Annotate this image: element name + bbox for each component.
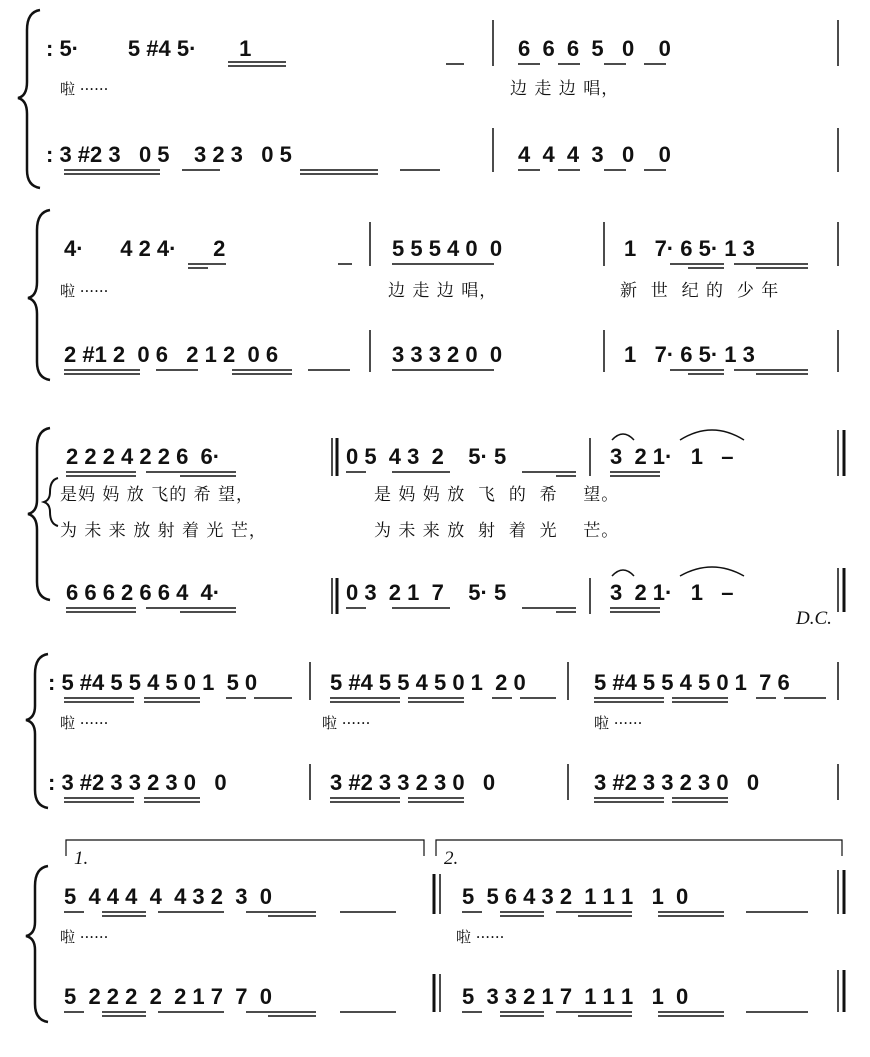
upper-voice-measure: 5 4 4 4 4 4 3 2 3 0	[64, 884, 272, 909]
upper-voice-measure: 5 5 6 4 3 2 1 1 1 1 0	[462, 884, 689, 909]
da-capo-marking: D.C.	[796, 608, 832, 629]
tie-arc	[680, 430, 744, 440]
system-brace	[28, 428, 50, 600]
upper-voice-measure: 5 #4 5 5 4 5 0 1 2 0	[330, 670, 526, 695]
lyric-line: 新 世 纪 的 少 年	[620, 281, 780, 301]
first-ending-label: 1.	[74, 848, 89, 869]
lower-voice-measure: 3 #2 3 3 2 3 0 0	[594, 770, 760, 795]
upper-voice-measure: 6 6 6 5 0 0	[518, 36, 671, 61]
lyric-line: 啦 ······	[456, 928, 505, 946]
lower-voice-measure: 0 3 2 1 7 5· 5	[346, 580, 507, 605]
tie-arc	[612, 434, 634, 440]
second-ending-label: 2.	[444, 848, 459, 869]
system-brace	[26, 866, 48, 1022]
system-brace	[28, 210, 50, 380]
lyric-line: 啦 ······	[60, 714, 109, 732]
upper-voice-measure: 4· 4 2 4· 2	[64, 236, 226, 261]
lower-voice-measure: 3 3 3 2 0 0	[392, 342, 503, 367]
verse-brace	[44, 478, 58, 526]
lyric-line-verse-2: 为 未 来 放 射 着 光 芒。	[374, 521, 620, 541]
lower-voice-measure: 1 7· 6 5· 1 3	[624, 342, 755, 367]
lyric-line: 啦 ······	[60, 282, 109, 300]
lyric-line: 啦 ······	[60, 80, 109, 98]
lower-voice-measure: 2 #1 2 0 6 2 1 2 0 6	[64, 342, 279, 367]
upper-voice-measure: : 5 #4 5 5 4 5 0 1 5 0	[48, 670, 258, 695]
system-brace	[26, 654, 48, 808]
lyric-line: 啦 ······	[594, 714, 643, 732]
lower-voice-measure: 5 2 2 2 2 2 1 7 7 0	[64, 984, 272, 1009]
upper-voice-measure: 2 2 2 4 2 2 6 6·	[66, 444, 221, 469]
system-1	[18, 10, 838, 188]
system-4	[26, 654, 838, 808]
lyric-line-verse-1: 是妈 妈 放 飞的 希 望，	[60, 485, 255, 505]
upper-voice-measure: 1 7· 6 5· 1 3	[624, 236, 755, 261]
lower-voice-measure: : 3 #2 3 0 5 3 2 3 0 5	[46, 142, 292, 167]
upper-voice-measure: : 5· 5 #4 5· 1	[46, 36, 252, 61]
second-ending-bracket	[436, 840, 842, 856]
system-5	[26, 840, 844, 1022]
upper-voice-measure: 3 2 1· 1 –	[610, 444, 734, 469]
lower-voice-measure: 6 6 6 2 6 6 4 4·	[66, 580, 221, 605]
lyric-line: 边 走 边 唱，	[510, 79, 620, 99]
lower-voice-measure: 3 #2 3 3 2 3 0 0	[330, 770, 496, 795]
system-brace	[18, 10, 40, 188]
tie-arc	[680, 567, 744, 576]
lyric-line: 啦 ······	[60, 928, 109, 946]
tie-arc	[612, 570, 634, 576]
lyric-line-verse-1: 是 妈 妈 放 飞 的 希 望。	[374, 485, 620, 505]
upper-voice-measure: 5 #4 5 5 4 5 0 1 7 6	[594, 670, 790, 695]
lyric-line-verse-2: 为 未 来 放 射 着 光 芒，	[60, 521, 267, 541]
first-ending-bracket	[66, 840, 424, 856]
system-3	[28, 428, 844, 629]
lower-voice-measure: : 3 #2 3 3 2 3 0 0	[48, 770, 227, 795]
lower-voice-measure: 5 3 3 2 1 7 1 1 1 1 0	[462, 984, 689, 1009]
lyric-line: 啦 ······	[322, 714, 371, 732]
lyric-line: 边 走 边 唱，	[388, 281, 498, 301]
upper-voice-measure: 5 5 5 4 0 0	[392, 236, 503, 261]
system-2	[28, 210, 838, 380]
lower-voice-measure: 3 2 1· 1 –	[610, 580, 734, 605]
lower-voice-measure: 4 4 4 3 0 0	[518, 142, 671, 167]
upper-voice-measure: 0 5 4 3 2 5· 5	[346, 444, 507, 469]
